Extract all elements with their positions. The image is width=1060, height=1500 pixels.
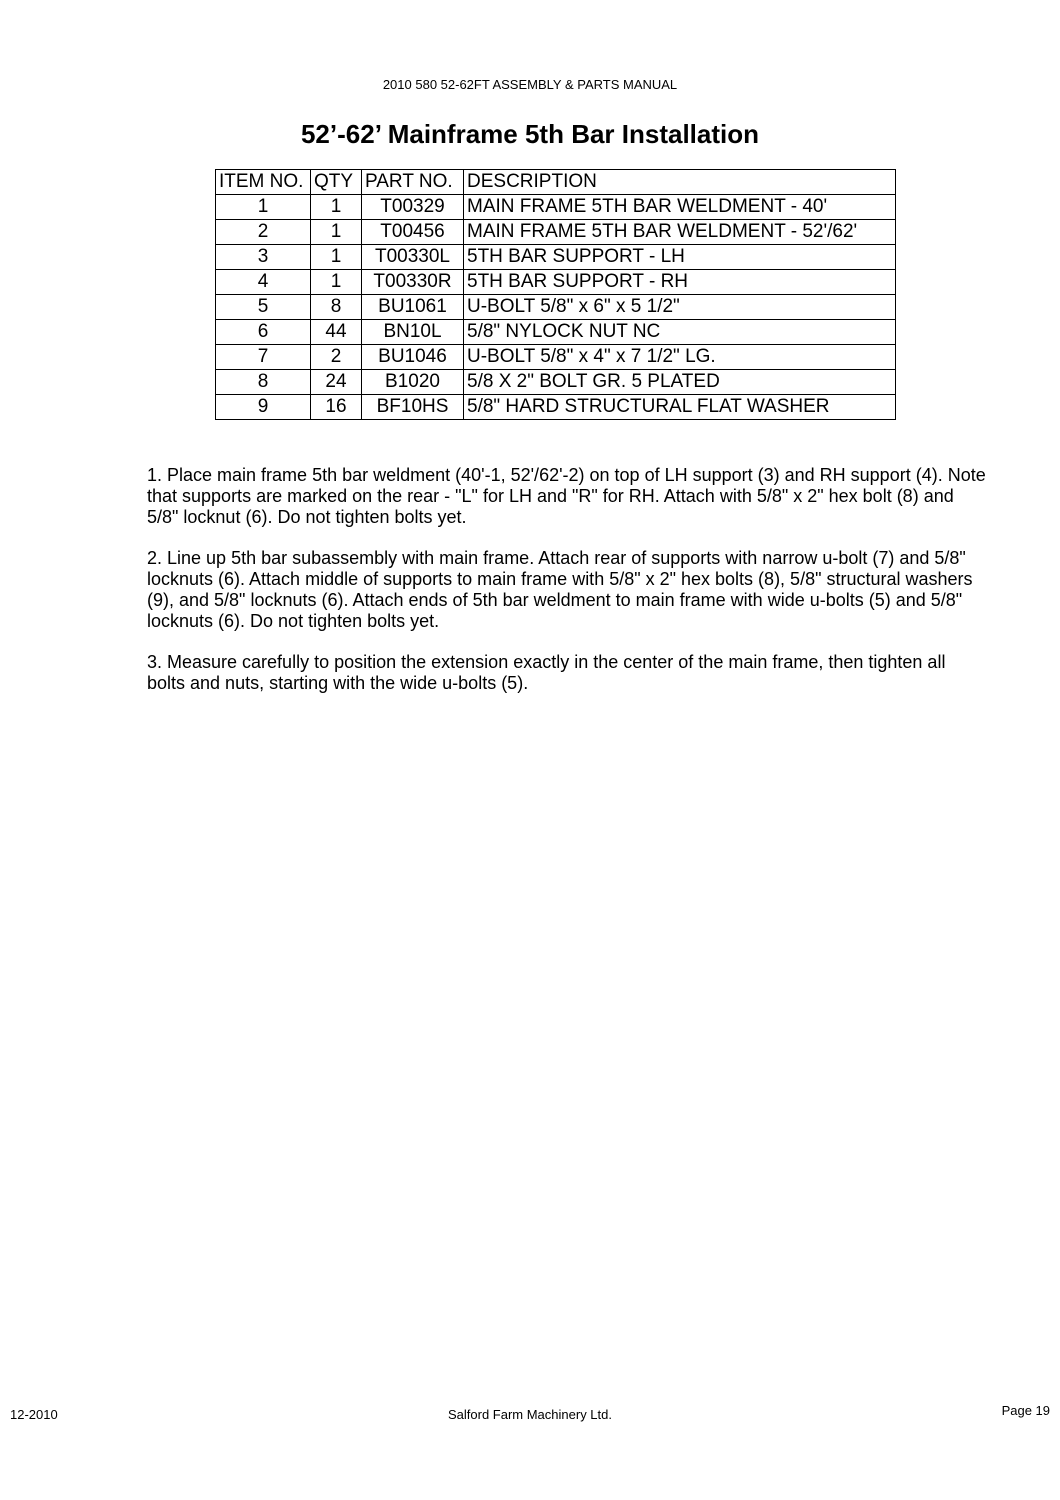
instructions — [147, 465, 987, 714]
table-row — [216, 195, 896, 220]
column-header-qty: QTY — [311, 170, 362, 195]
description-cell: 5TH BAR SUPPORT - LH — [464, 245, 896, 270]
part-no-cell: BN10L — [362, 320, 464, 345]
page-title: 52’-62’ Mainframe 5th Bar Installation — [300, 119, 760, 149]
item-no-cell: 7 — [216, 345, 311, 370]
column-header-item-no: ITEM NO. — [216, 170, 311, 195]
item-no-cell: 6 — [216, 320, 311, 345]
description-cell: 5/8 X 2" BOLT GR. 5 PLATED — [464, 370, 896, 395]
part-no-cell: BU1046 — [362, 345, 464, 370]
page-number: Page 19 — [1001, 1403, 1050, 1418]
table-header-row — [216, 170, 896, 195]
description-cell: U-BOLT 5/8" x 6" x 5 1/2" — [464, 295, 896, 320]
qty-cell: 24 — [311, 370, 362, 395]
instruction-step-1: 1. Place main frame 5th bar weldment (40'-1, 52'/62'-2) on top of LH support (3) and RH support (4). Note that supports are marked on the rear - "L" for LH and "R" for RH. Attach with 5/8" x 2" hex bolt (8) and 5/8" locknut (6). Do not tighten bolts yet. — [147, 465, 986, 527]
item-no-cell: 3 — [216, 245, 311, 270]
page-header: 2010 580 52-62FT ASSEMBLY & PARTS MANUAL — [382, 77, 678, 92]
description-cell: MAIN FRAME 5TH BAR WELDMENT - 52'/62' — [464, 220, 896, 245]
description-cell: U-BOLT 5/8" x 4" x 7 1/2" LG. — [464, 345, 896, 370]
qty-cell: 1 — [311, 195, 362, 220]
instruction-step-2: 2. Line up 5th bar subassembly with main frame. Attach rear of supports with narrow u-bolt (7) and 5/8" locknuts (6). Attach middle of supports to main frame with 5/8" x 2" hex bolts (8), 5/8" structural washers (9), and 5/8" locknuts (6). Attach ends of 5th bar weldment to main frame with wide u-bolts (5) and 5/8" locknuts (6). Do not tighten bolts yet. — [147, 548, 973, 631]
item-no-cell: 1 — [216, 195, 311, 220]
table-row — [216, 270, 896, 295]
column-header-description: DESCRIPTION — [464, 170, 896, 195]
parts-table — [215, 169, 896, 420]
description-cell: 5/8" NYLOCK NUT NC — [464, 320, 896, 345]
table-row — [216, 245, 896, 270]
part-no-cell: T00330L — [362, 245, 464, 270]
description-cell: MAIN FRAME 5TH BAR WELDMENT - 40' — [464, 195, 896, 220]
description-cell: 5/8" HARD STRUCTURAL FLAT WASHER — [464, 395, 896, 420]
part-no-cell: BU1061 — [362, 295, 464, 320]
footer-company: Salford Farm Machinery Ltd. — [447, 1407, 612, 1422]
part-no-cell: T00456 — [362, 220, 464, 245]
item-no-cell: 2 — [216, 220, 311, 245]
footer-date: 12-2010 — [10, 1407, 58, 1422]
part-no-cell: BF10HS — [362, 395, 464, 420]
qty-cell: 2 — [311, 345, 362, 370]
qty-cell: 16 — [311, 395, 362, 420]
table-row — [216, 295, 896, 320]
qty-cell: 44 — [311, 320, 362, 345]
qty-cell: 1 — [311, 270, 362, 295]
instruction-step-3: 3. Measure carefully to position the extension exactly in the center of the main frame, then tighten all bolts and nuts, starting with the wide u-bolts (5). — [147, 652, 946, 693]
item-no-cell: 4 — [216, 270, 311, 295]
item-no-cell: 9 — [216, 395, 311, 420]
item-no-cell: 8 — [216, 370, 311, 395]
part-no-cell: B1020 — [362, 370, 464, 395]
item-no-cell: 5 — [216, 295, 311, 320]
part-no-cell: T00329 — [362, 195, 464, 220]
qty-cell: 8 — [311, 295, 362, 320]
table-row — [216, 395, 896, 420]
column-header-part-no: PART NO. — [362, 170, 464, 195]
table-row — [216, 370, 896, 395]
table-row — [216, 320, 896, 345]
table-row — [216, 345, 896, 370]
qty-cell: 1 — [311, 245, 362, 270]
table-row — [216, 220, 896, 245]
qty-cell: 1 — [311, 220, 362, 245]
part-no-cell: T00330R — [362, 270, 464, 295]
description-cell: 5TH BAR SUPPORT - RH — [464, 270, 896, 295]
